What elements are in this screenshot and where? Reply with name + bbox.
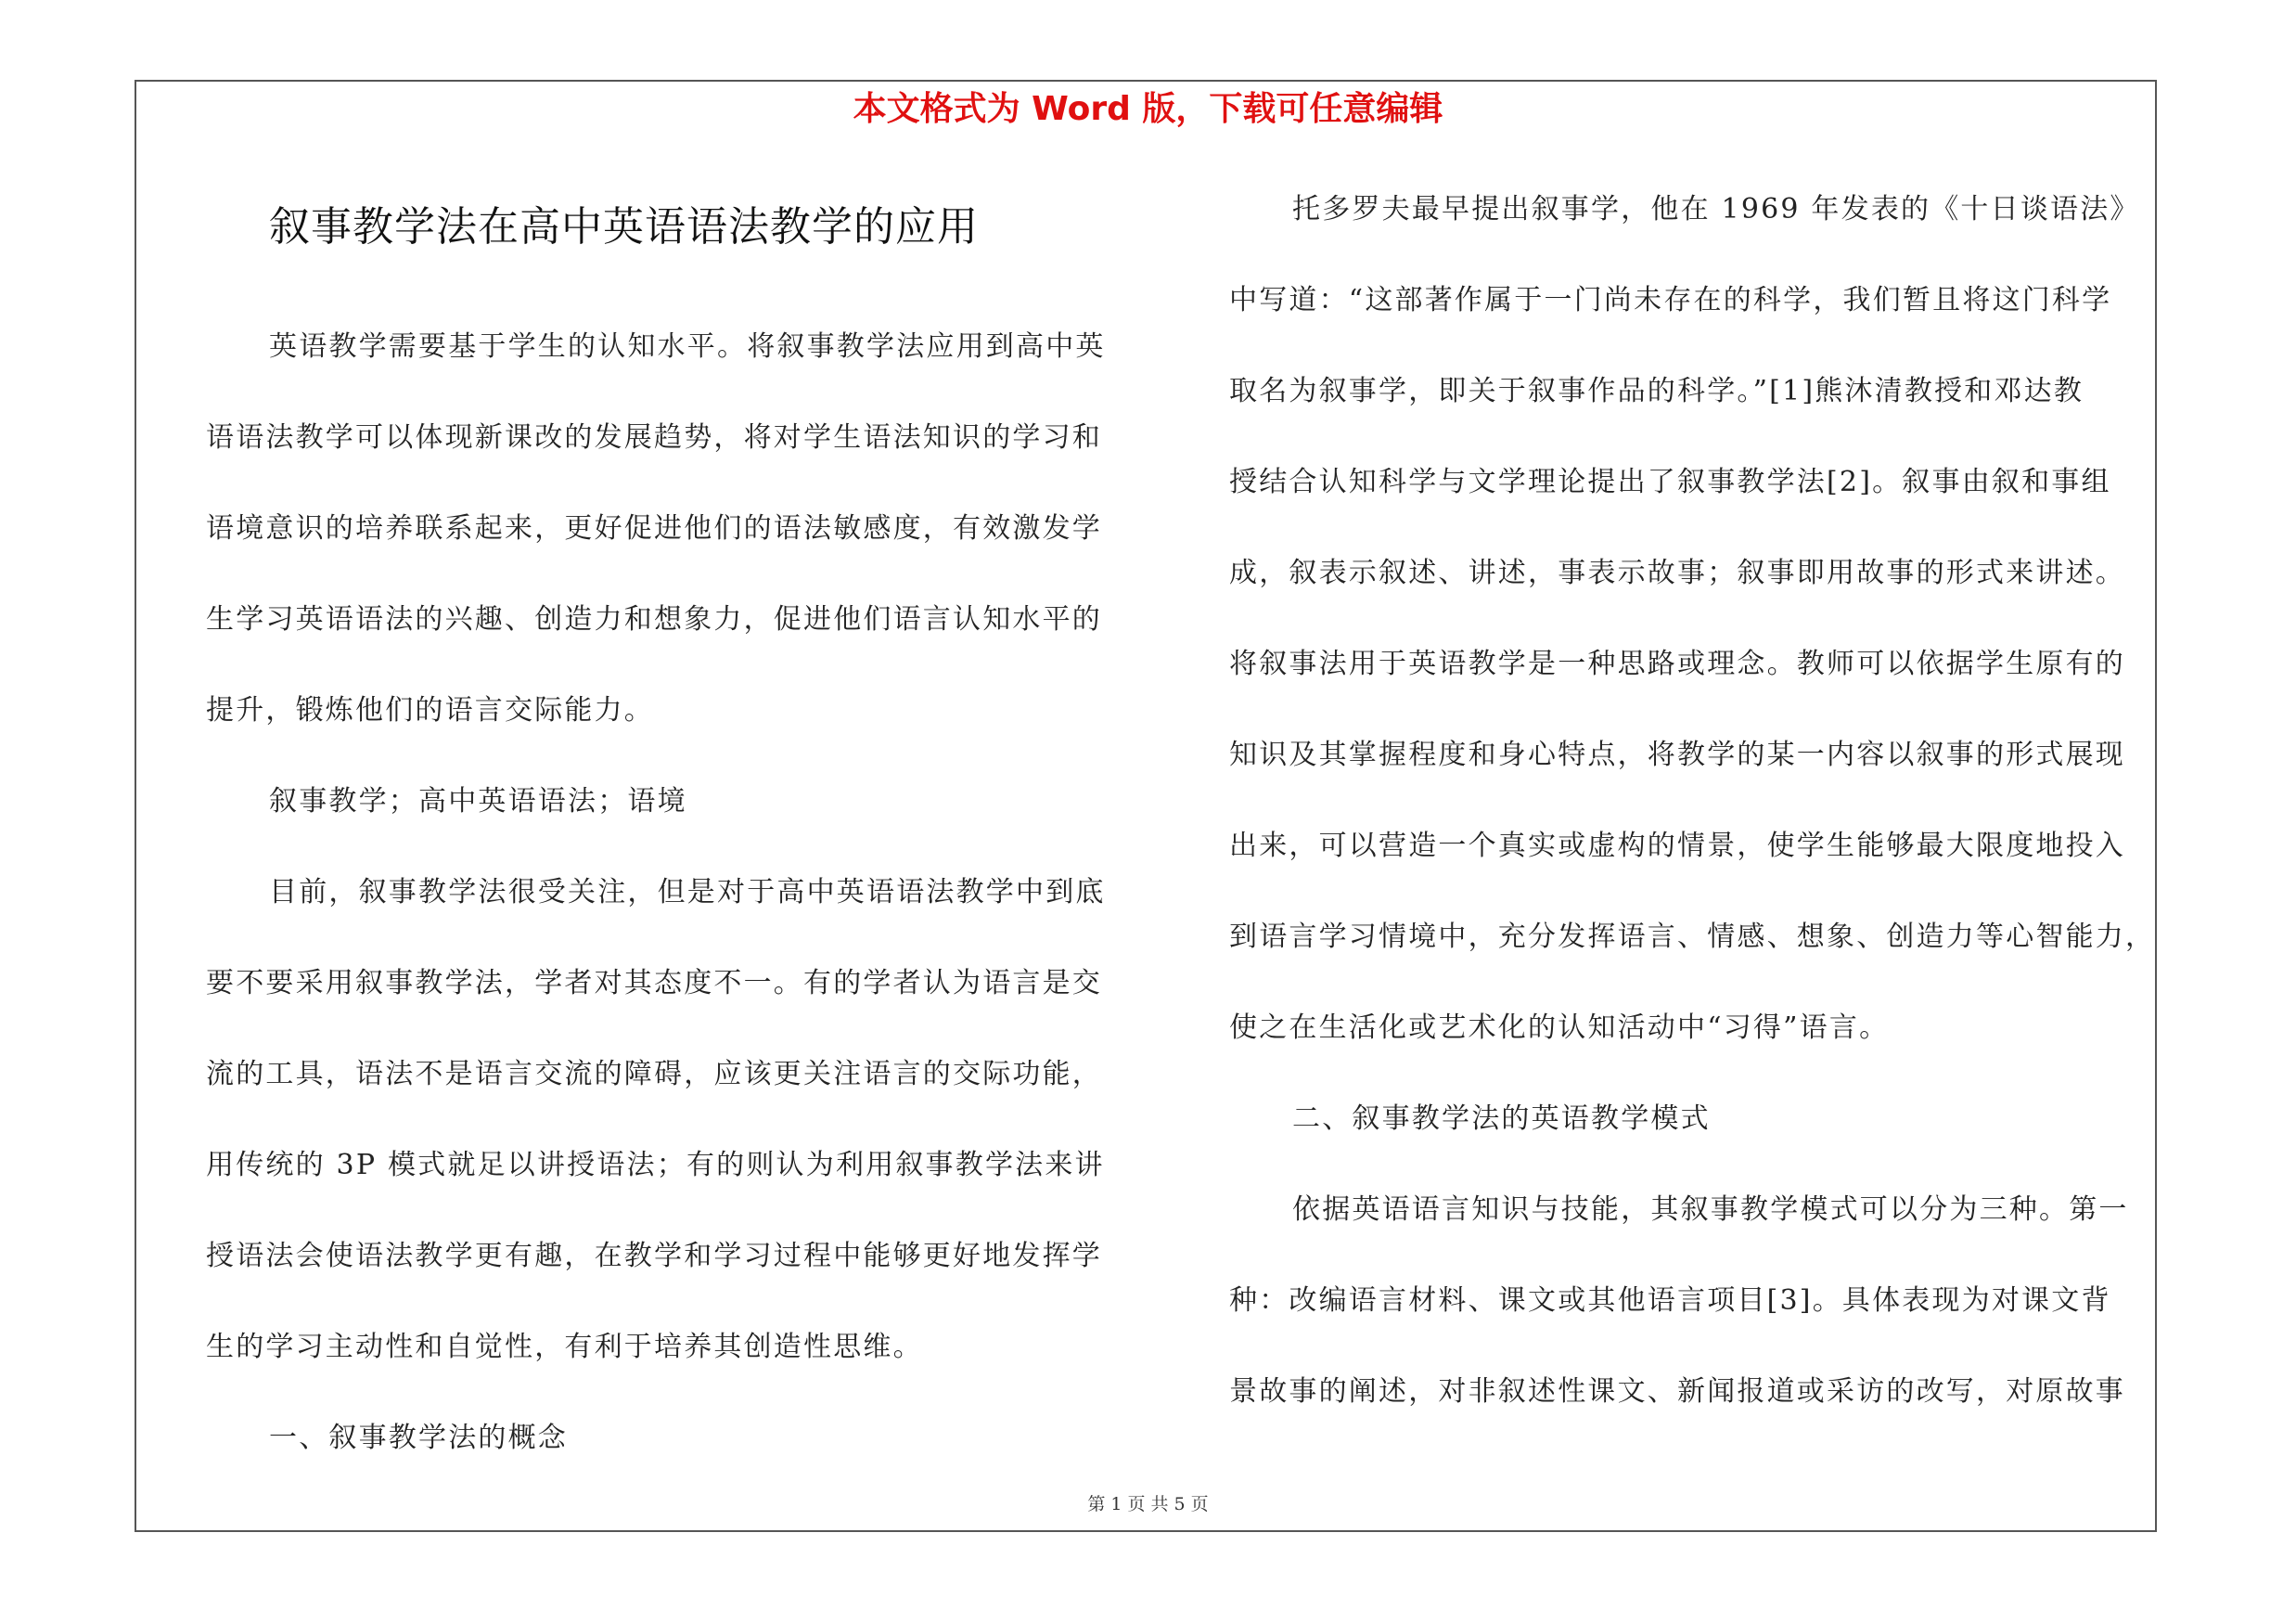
paragraph-line: 授语法会使语法教学更有趣，在教学和学习过程中能够更好地发挥学 xyxy=(206,1240,1102,1272)
paragraph-line: 成，叙表示叙述、讲述，事表示故事；叙事即用故事的形式来讲述。 xyxy=(1229,557,2125,589)
section-heading: 一、叙事教学法的概念 xyxy=(269,1422,568,1454)
paragraph-line: 知识及其掌握程度和身心特点，将教学的某一内容以叙事的形式展现 xyxy=(1229,739,2125,771)
paragraph-line: 生的学习主动性和自觉性，有利于培养其创造性思维。 xyxy=(206,1331,923,1363)
paragraph-line: 流的工具，语法不是语言交流的障碍，应该更关注语言的交际功能， xyxy=(206,1058,1102,1090)
paragraph-line: 要不要采用叙事教学法，学者对其态度不一。有的学者认为语言是交 xyxy=(206,967,1102,999)
paragraph-line: 语境意识的培养联系起来，更好促进他们的语法敏感度，有效激发学 xyxy=(206,512,1102,545)
paragraph-line: 提升，锻炼他们的语言交际能力。 xyxy=(206,694,654,727)
paragraph-line: 出来，可以营造一个真实或虚构的情景，使学生能够最大限度地投入 xyxy=(1229,830,2125,862)
paragraph-line: 托多罗夫最早提出叙事学，他在 1969 年发表的《十日谈语法》 xyxy=(1292,193,2140,225)
paragraph-line: 用传统的 3P 模式就足以讲授语法；有的则认为利用叙事教学法来讲 xyxy=(206,1149,1105,1181)
document-title: 叙事教学法在高中英语语法教学的应用 xyxy=(269,203,979,251)
paragraph-line: 景故事的阐述，对非叙述性课文、新闻报道或采访的改写，对原故事 xyxy=(1229,1375,2125,1408)
section-heading: 二、叙事教学法的英语教学模式 xyxy=(1292,1102,1711,1135)
paragraph-line: 生学习英语语法的兴趣、创造力和想象力，促进他们语言认知水平的 xyxy=(206,603,1102,636)
paragraph-line: 英语教学需要基于学生的认知水平。将叙事教学法应用到高中英 xyxy=(269,330,1106,363)
paragraph-line: 将叙事法用于英语教学是一种思路或理念。教师可以依据学生原有的 xyxy=(1229,648,2125,680)
paragraph-line: 语语法教学可以体现新课改的发展趋势，将对学生语法知识的学习和 xyxy=(206,421,1102,454)
paragraph-line: 取名为叙事学，即关于叙事作品的科学。”[1]熊沐清教授和邓达教 xyxy=(1229,375,2084,407)
paragraph-line: 使之在生活化或艺术化的认知活动中“习得”语言。 xyxy=(1229,1011,1890,1044)
keywords-line: 叙事教学；高中英语语法；语境 xyxy=(269,785,687,818)
paragraph-line: 种：改编语言材料、课文或其他语言项目[3]。具体表现为对课文背 xyxy=(1229,1284,2111,1317)
paragraph-line: 授结合认知科学与文学理论提出了叙事教学法[2]。叙事由叙和事组 xyxy=(1229,466,2111,498)
format-banner: 本文格式为 Word 版，下载可任意编辑 xyxy=(853,90,1443,128)
page-number-footer: 第 1 页 共 5 页 xyxy=(1087,1494,1209,1514)
paragraph-line: 中写道：“这部著作属于一门尚未存在的科学，我们暂且将这门科学 xyxy=(1229,284,2112,316)
paragraph-line: 依据英语语言知识与技能，其叙事教学模式可以分为三种。第一 xyxy=(1292,1193,2129,1226)
paragraph-line: 目前，叙事教学法很受关注，但是对于高中英语语法教学中到底 xyxy=(269,876,1106,908)
paragraph-line: 到语言学习情境中，充分发挥语言、情感、想象、创造力等心智能力， xyxy=(1229,921,2156,953)
